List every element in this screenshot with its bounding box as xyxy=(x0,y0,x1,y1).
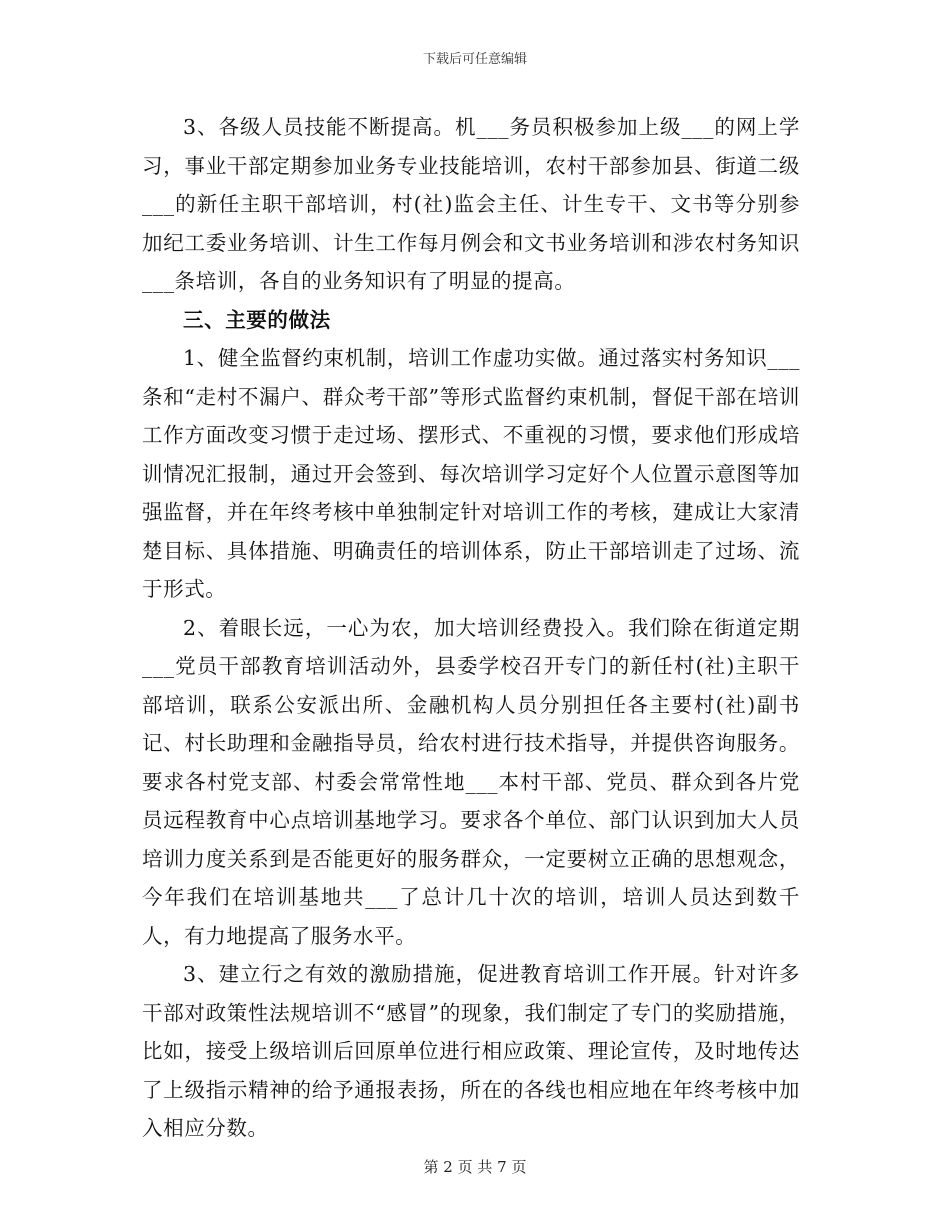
paragraph-supervision-mechanism: 1、健全监督约束机制，培训工作虚功实做。通过落实村务知识___条和“走村不漏户、群众考干部”等形式监督约束机制，督促干部在培训工作方面改变习惯于走过场、摆形式、不重视的习惯，要求他们形成培训情况汇报制，通过开会签到、每次培训学习定好个人位置示意图等加强监督，并在年终考核中单独制定针对培训工作的考核，建成让大家清楚目标、具体措施、明确责任的培训体系，防止干部培训走了过场、流于形式。 xyxy=(142,346,800,601)
document-body xyxy=(142,108,800,1148)
paragraph-training-funding: 2、着眼长远，一心为农，加大培训经费投入。我们除在街道定期___党员干部教育培训活动外，县委学校召开专门的新任村(社)主职干部培训，联系公安派出所、金融机构人员分别担任各主要村(社)副书记、村长助理和金融指导员，给农村进行技术指导，并提供咨询服务。要求各村党支部、村委会常常性地___本村干部、党员、群众到各片党员远程教育中心点培训基地学习。要求各个单位、部门认识到加大人员培训力度关系到是否能更好的服务群众，一定要树立正确的思想观念，今年我们在培训基地共___了总计几十次的培训，培训人员达到数千人，有力地提高了服务水平。 xyxy=(142,615,800,948)
page-footer-page-number: 第 2 页 共 7 页 xyxy=(423,1158,527,1176)
section-heading-main-practices: 三、主要的做法 xyxy=(183,307,331,332)
page-header: 下载后可任意编辑 xyxy=(422,52,527,67)
paragraph-incentive-measures: 3、建立行之有效的激励措施，促进教育培训工作开展。针对许多干部对政策性法规培训不“感冒”的现象，我们制定了专门的奖励措施，比如，接受上级培训后回原单位进行相应政策、理论宣传，及时地传达了上级指示精神的给予通报表扬，所在的各线也相应地在年终考核中加入相应分数。 xyxy=(142,962,800,1140)
paragraph-skills-improvement: 3、各级人员技能不断提高。机___务员积极参加上级___的网上学习，事业干部定期参加业务专业技能培训，农村干部参加县、街道二级___的新任主职干部培训，村(社)监会主任、计生专干、文书等分别参加纪工委业务培训、计生工作每月例会和文书业务培训和涉农村务知识___条培训，各自的业务知识有了明显的提高。 xyxy=(142,115,800,293)
